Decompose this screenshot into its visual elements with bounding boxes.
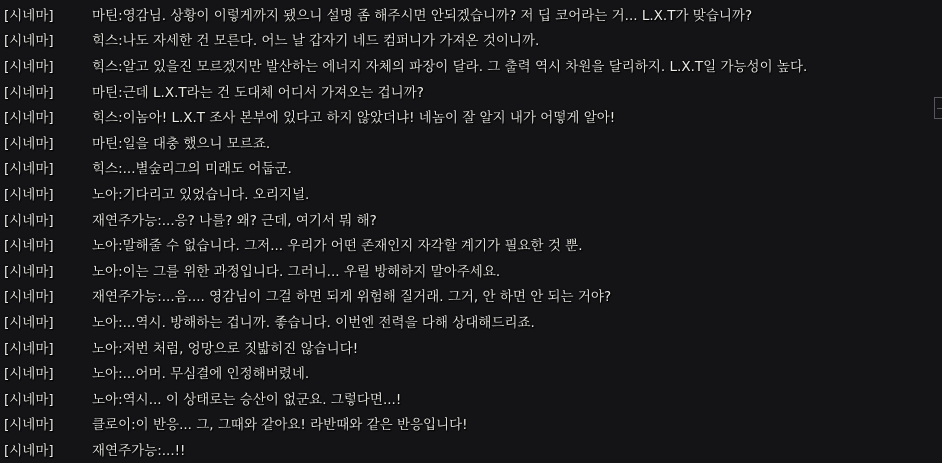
channel-tag: [시네마]: [4, 442, 54, 459]
dialogue-text: 노아:역시... 이 상태로는 승산이 없군요. 그렇다면...!: [92, 391, 402, 408]
channel-tag: [시네마]: [4, 33, 54, 50]
channel-tag: [시네마]: [4, 186, 54, 203]
dialogue-text: 노아:...어머. 무심결에 인정해버렸네.: [92, 366, 310, 383]
channel-tag: [시네마]: [4, 340, 54, 357]
channel-tag: [시네마]: [4, 135, 54, 152]
chat-line: [0, 359, 942, 385]
dialogue-text: 재연주가능:...!!: [92, 442, 186, 459]
chat-line: [0, 206, 942, 232]
chat-line: [0, 283, 942, 309]
chat-line: [0, 231, 942, 257]
chat-line: [0, 52, 942, 78]
channel-tag: [시네마]: [4, 417, 54, 434]
chat-line: [0, 78, 942, 104]
chat-line: [0, 257, 942, 283]
chat-line: [0, 103, 942, 129]
dialogue-text: 마틴:근데 L.X.T라는 건 도대체 어디서 가져오는 겁니까?: [92, 84, 424, 101]
dialogue-text: 힉스:이놈아! L.X.T 조사 본부에 있다고 하지 않았더냐! 네놈이 잘 알지 내가 어떻게 알아!: [92, 110, 616, 127]
dialogue-text: 노아:이는 그를 위한 과정입니다. 그러니... 우릴 방해하지 말아주세요.: [92, 263, 501, 280]
chat-line: [0, 436, 942, 462]
channel-tag: [시네마]: [4, 314, 54, 331]
resize-tick-icon: [937, 108, 942, 109]
chat-line: [0, 334, 942, 360]
dialogue-text: 재연주가능:...음.... 영감님이 그걸 하면 되게 위험해 질거래. 그거, 안 하면 안 되는 거야?: [92, 289, 612, 306]
chat-line: [0, 180, 942, 206]
channel-tag: [시네마]: [4, 58, 54, 75]
chat-line: [0, 385, 942, 411]
chat-line: [0, 129, 942, 155]
channel-tag: [시네마]: [4, 366, 54, 383]
channel-tag: [시네마]: [4, 238, 54, 255]
dialogue-text: 재연주가능:...응? 나를? 왜? 근데, 여기서 뭐 해?: [92, 212, 377, 229]
channel-tag: [시네마]: [4, 161, 54, 178]
chat-line: [0, 155, 942, 181]
dialogue-text: 마틴:영감님. 상황이 이렇게까지 됐으니 설명 좀 해주시면 안되겠습니까? 저 딥 코어라는 거... L.X.T가 맞습니까?: [92, 7, 753, 24]
dialogue-text: 클로이:이 반응... 그, 그때와 같아요! 라반때와 같은 반응입니다!: [92, 417, 468, 434]
chat-line: [0, 308, 942, 334]
dialogue-text: 힉스:알고 있을진 모르겠지만 발산하는 에너지 자체의 파장이 달라. 그 출력 역시 차원을 달리하지. L.X.T일 가능성이 높다.: [92, 58, 808, 75]
channel-tag: [시네마]: [4, 110, 54, 127]
dialogue-text: 힉스:나도 자세한 건 모른다. 어느 날 갑자기 네드 컴퍼니가 가져온 것이니까.: [92, 33, 540, 50]
dialogue-text: 마틴:일을 대충 했으니 모르죠.: [92, 135, 271, 152]
channel-tag: [시네마]: [4, 7, 54, 24]
channel-tag: [시네마]: [4, 263, 54, 280]
dialogue-text: 노아:기다리고 있었습니다. 오리지널.: [92, 186, 310, 203]
dialogue-text: 힉스:...별숲리그의 미래도 어둡군.: [92, 161, 292, 178]
channel-tag: [시네마]: [4, 212, 54, 229]
channel-tag: [시네마]: [4, 289, 54, 306]
channel-tag: [시네마]: [4, 84, 54, 101]
dialogue-text: 노아:말해줄 수 없습니다. 그저... 우리가 어떤 존재인지 자각할 계기가 필요한 것 뿐.: [92, 238, 583, 255]
dialogue-text: 노아:...역시. 방해하는 겁니까. 좋습니다. 이번엔 전력을 다해 상대해드리죠.: [92, 314, 535, 331]
chat-line: [0, 27, 942, 53]
channel-tag: [시네마]: [4, 391, 54, 408]
dialogue-text: 노아:저번 처럼, 엉망으로 짓밟히진 않습니다!: [92, 340, 359, 357]
chat-line: [0, 411, 942, 437]
chat-line: [0, 1, 942, 27]
